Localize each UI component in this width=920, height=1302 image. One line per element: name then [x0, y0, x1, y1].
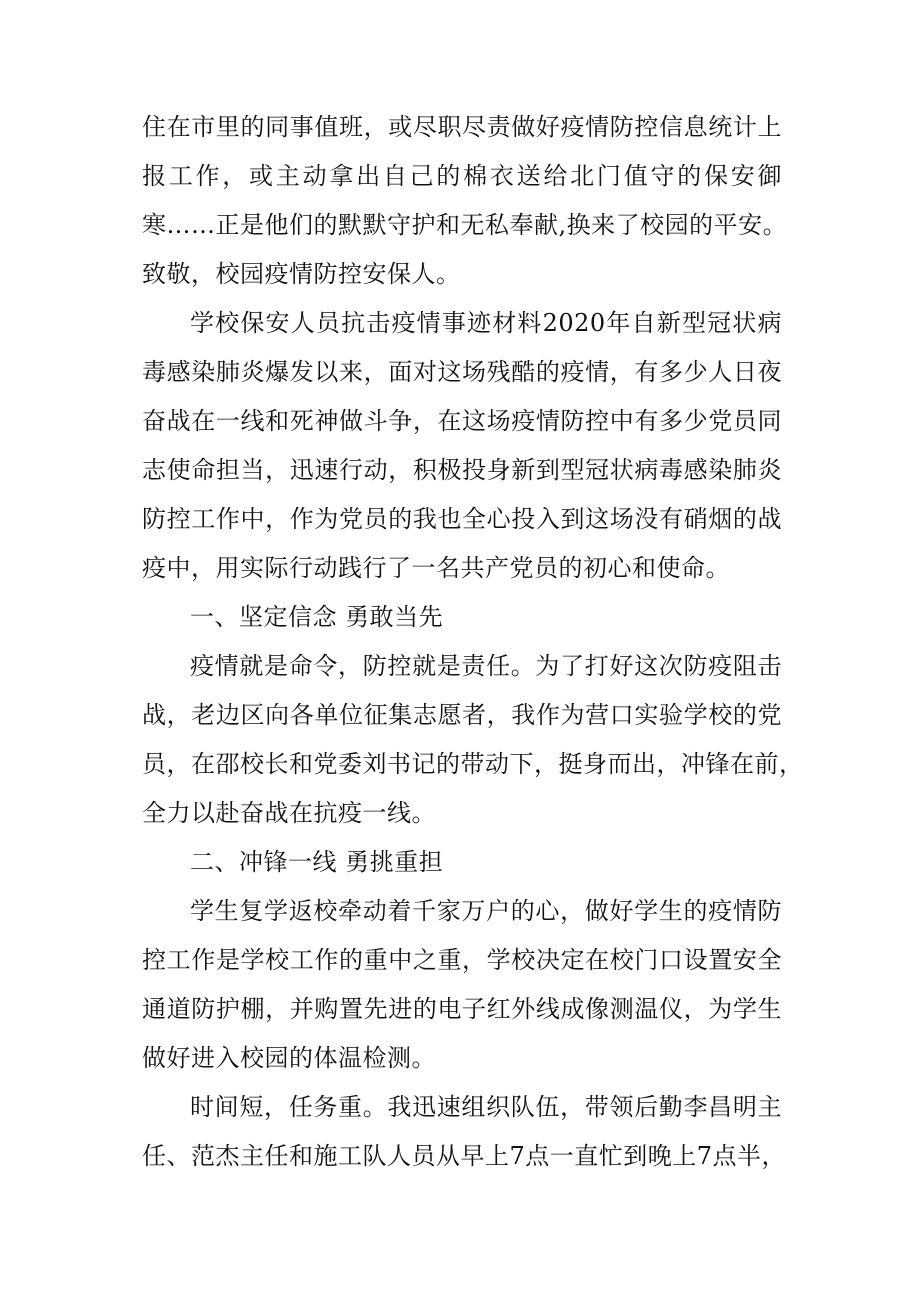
section-heading: 二、冲锋一线 勇挑重担: [190, 848, 444, 876]
text-line: 通道防护棚，并购置先进的电子红外线成像测温仪，为学生: [142, 995, 782, 1023]
paragraph-start-line: 疫情就是命令，防控就是责任。为了打好这次防疫阻击: [190, 652, 782, 680]
text-line: 疫中，用实际行动践行了一名共产党员的初心和使命。: [142, 554, 730, 582]
text-line: 住在市里的同事值班，或尽职尽责做好疫情防控信息统计上: [142, 113, 782, 141]
text-line: 寒……正是他们的默默守护和无私奉献,换来了校园的平安。: [142, 211, 788, 239]
text-line: 防控工作中，作为党员的我也全心投入到这场没有硝烟的战: [142, 505, 782, 533]
paragraph-start-line: 时间短，任务重。我迅速组织队伍，带领后勤李昌明主: [190, 1093, 782, 1121]
text-line: 报工作，或主动拿出自己的棉衣送给北门值守的保安御: [142, 162, 782, 190]
paragraph-start-line: 学校保安人员抗击疫情事迹材料2020年自新型冠状病: [190, 309, 782, 337]
text-line: 员，在邵校长和党委刘书记的带动下，挺身而出，冲锋在前，: [142, 750, 804, 778]
section-heading: 一、坚定信念 勇敢当先: [190, 603, 444, 631]
text-line: 控工作是学校工作的重中之重，学校决定在校门口设置安全: [142, 946, 782, 974]
text-line: 奋战在一线和死神做斗争，在这场疫情防控中有多少党员同: [142, 407, 782, 435]
text-line: 毒感染肺炎爆发以来，面对这场残酷的疫情，有多少人日夜: [142, 358, 782, 386]
text-line: 做好进入校园的体温检测。: [142, 1044, 436, 1072]
text-line: 任、范杰主任和施工队人员从早上7点一直忙到晚上7点半，: [142, 1142, 787, 1170]
text-line: 志使命担当，迅速行动，积极投身新到型冠状病毒感染肺炎: [142, 456, 782, 484]
text-line: 全力以赴奋战在抗疫一线。: [142, 799, 436, 827]
text-line: 战，老边区向各单位征集志愿者，我作为营口实验学校的党: [142, 701, 782, 729]
paragraph-start-line: 学生复学返校牵动着千家万户的心，做好学生的疫情防: [190, 897, 782, 925]
text-line: 致敬，校园疫情防控安保人。: [142, 260, 461, 288]
